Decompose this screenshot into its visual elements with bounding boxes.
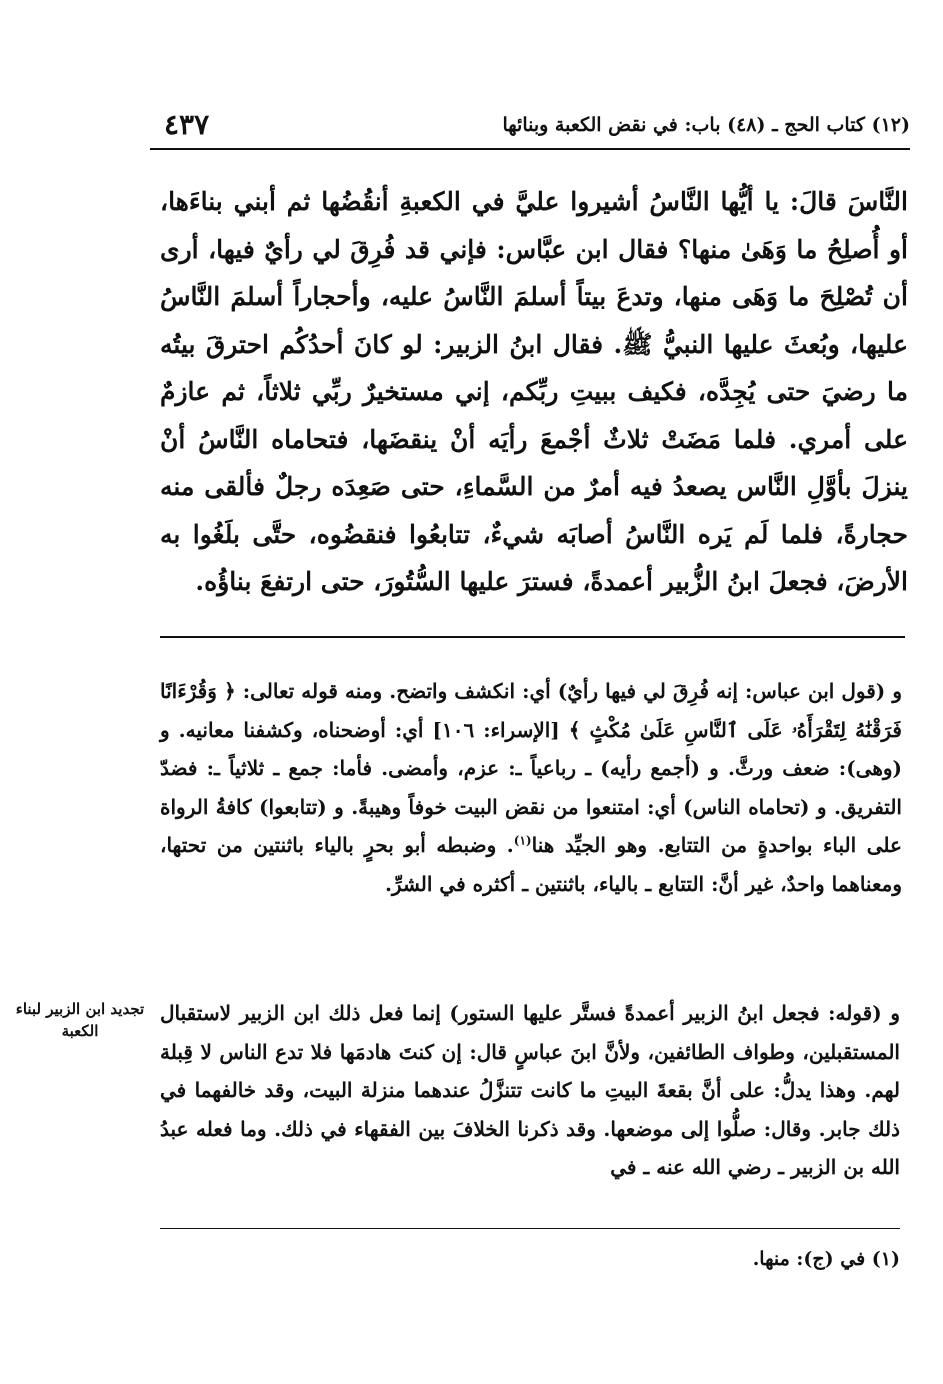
page-number: ٤٣٧ <box>164 108 210 141</box>
footnote-marker: (١) <box>513 833 532 848</box>
commentary-paragraph-1 <box>160 672 902 903</box>
quran-verse: ﴿ وَقُرْءَانًا فَرَقْنَٰهُ لِتَقْرَأَهُۥ عَلَى ٱلنَّاسِ عَلَىٰ مُكْثٍ ﴾ <box>160 679 902 742</box>
header-title: (١٢) كتاب الحج ـ (٤٨) باب: في نقض الكعبة وبنائها <box>502 114 910 136</box>
margin-note: تجديد ابن الزبير لبناء الكعبة <box>15 1000 145 1040</box>
footnote-separator <box>160 1228 900 1229</box>
commentary-text-3: . وضبطه أبو بحرٍ بالياء باثنتين من تحتها، ومعناهما واحدٌ، غير أنَّ: التتابع ـ بالياء، باثنتين ـ أكثره في الشرِّ. <box>160 833 902 896</box>
hadith-text: النَّاسَ قالَ: يا أيُّها النَّاسُ أشيروا عليَّ في الكعبةِ أنقُضُها ثم أبني بناءَها، أو أُصلِحُ ما وَهَىٰ منها؟ فقال ابن عبَّاس: فإني قد فُرِقَ لي رأيٌ فيها، أرى أن تُصْلِحَ ما وَهَى منها، وتدعَ بيتاً أسلمَ النَّاسُ عليه، وأحجاراً أسلمَ النَّاسُ عليها، وبُعثَ عليها النبيُّ ﷺ. فقال ابنُ الزبير: لو كانَ أحدُكُم احترقَ بيتُه ما رضيَ حتى يُجِدَّه، فكيف ببيتِ ربِّكم، إني مستخيرٌ ربِّي ثلاثاً، ثم عازمٌ على أمري. فلما مَضَتْ ثلاثٌ أجْمعَ رأيَه أنْ ينقضَها، فتحاماه النَّاسُ أنْ ينزلَ بأوَّلِ النَّاس يصعدُ فيه أمرٌ من السَّماءِ، حتى صَعِدَه رجلٌ فألقى منه حجارةً، فلما لَم يَره النَّاسُ أصابَه شيءٌ، تتابعُوا فنقضُوه، حتَّى بلَغُوا به الأرضَ، فجعلَ ابنُ الزُّبير أعمدةً، فسترَ عليها السُّتُورَ، حتى ارتفعَ بناؤُه. <box>160 187 908 596</box>
commentary-paragraph-2: و (قوله: فجعل ابنُ الزبير أعمدةً فستَّر عليها الستور) إنما فعل ذلك ابن الزبير لاستقبال المستقبلين، وطواف الطائفين، ولأنَّ ابنَ عباسٍ قال: إن كنتَ هادمَها فلا تدع الناس لا قِبلة لهم. وهذا يدلُّ: على أنَّ بقعةَ البيتِ ما كانت تتنزَّلُ عندهما منزلة البيت، وقد خالفهما في ذلك جابر. وقال: صلُّوا إلى موضعها. وقد ذكرنا الخلافَ بين الفقهاء في ذلك. وما فعله عبدُ الله بن الزبير ـ رضي الله عنه ـ في <box>160 1001 900 1179</box>
text-separator <box>160 636 905 638</box>
commentary-text-2: [الإسراء: ١٠٦] أي: أوضحناه، وكشفنا معانيه. و (وهى): ضعف ورثَّ. و (أجمع رأيه) ـ رباعياً ـ: عزم، وأمضى. فأما: جمع ـ ثلاثياً ـ: فضدّ التفريق. و (تحاماه الناس) أي: امتنعوا من نقض البيت خوفاً وهيبةً. و (تتابعوا) كافةُ الرواة على الباء بواحدةٍ من التتابع. وهو الجيِّد هنا <box>160 717 902 857</box>
running-header <box>150 104 910 150</box>
commentary-text-1: و (قول ابن عباس: إنه فُرِقَ لي فيها رأيٌ) أي: انكشف واتضح. ومنه قوله تعالى: <box>235 679 902 703</box>
footnote: (١) في (ج): منها. <box>752 1248 900 1270</box>
